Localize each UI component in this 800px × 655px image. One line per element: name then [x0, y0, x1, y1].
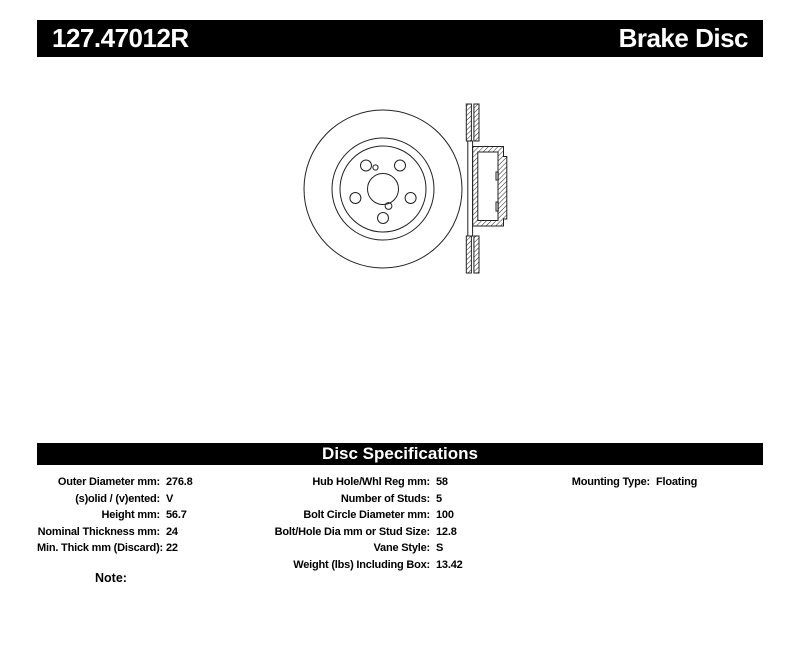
cross-section-plate [474, 236, 479, 273]
brake-disc-drawing [290, 95, 520, 285]
spec-column-hub [250, 474, 540, 573]
spec-value: 5 [436, 492, 442, 505]
spec-row [250, 474, 540, 491]
spec-value: 100 [436, 509, 454, 521]
cross-section-plate [474, 104, 479, 141]
spec-row [250, 557, 540, 574]
spec-value: 24 [166, 525, 178, 538]
stud-hole [350, 193, 361, 204]
spec-value: 56.7 [166, 509, 187, 521]
disc-cross-section [466, 104, 507, 273]
spec-value: 276.8 [166, 476, 193, 488]
spec-label: Number of Studs: [340, 492, 430, 505]
stud-hole [378, 213, 389, 224]
spec-value: V [166, 492, 174, 505]
bolt-hole-section [496, 202, 498, 211]
spec-label: Nominal Thickness mm: [37, 525, 160, 538]
stud-hole [405, 193, 416, 204]
spec-row [37, 524, 250, 541]
spec-row [250, 540, 540, 557]
outer-diameter-circle [304, 110, 462, 268]
spec-row [250, 524, 540, 541]
section-title: Disc Specifications [322, 444, 478, 463]
cross-section-plate [466, 104, 471, 141]
disc-front-view [304, 110, 462, 268]
hub-face-circle [340, 146, 426, 232]
spec-label: Hub Hole/Whl Reg mm: [312, 476, 430, 488]
spec-label: Height mm: [101, 509, 160, 521]
spec-row [37, 507, 250, 524]
center-hub-hole [368, 174, 399, 205]
stud-hole [395, 160, 406, 171]
title-bar [37, 20, 763, 57]
bolt-hole-section [496, 172, 498, 180]
spec-column-dimensions [37, 474, 250, 573]
section-title-bar [37, 443, 763, 465]
spec-row [37, 491, 250, 508]
spec-value: 58 [436, 476, 448, 488]
spec-row [250, 507, 540, 524]
spec-value: 13.42 [436, 558, 463, 571]
spec-label: Mounting Type: [571, 476, 650, 488]
technical-drawing [290, 95, 520, 285]
note-label: Note: [95, 571, 127, 585]
friction-surface-inner-circle [332, 138, 434, 240]
hat-wall [468, 141, 473, 236]
stud-hole [361, 160, 372, 171]
spec-label: (s)olid / (v)ented: [75, 492, 160, 505]
locating-pin-hole [373, 165, 378, 170]
part-number: 127.47012R [52, 23, 189, 53]
spec-label: Vane Style: [373, 542, 430, 554]
spec-value: S [436, 542, 444, 554]
spec-label: Bolt/Hole Dia mm or Stud Size: [274, 525, 430, 538]
spec-label: Min. Thick mm (Discard): [37, 542, 163, 554]
spec-value: 22 [166, 542, 178, 554]
spec-row [540, 474, 763, 491]
specifications-table [37, 465, 763, 573]
spec-label: Weight (lbs) Including Box: [293, 558, 430, 571]
spec-row [250, 491, 540, 508]
spec-row [37, 474, 250, 491]
mounting-flange [473, 147, 507, 227]
spec-column-mounting [540, 474, 763, 573]
spec-value: 12.8 [436, 525, 457, 538]
spec-label: Outer Diameter mm: [57, 476, 160, 488]
spec-value: Floating [656, 476, 698, 488]
spec-row [37, 540, 250, 557]
cross-section-plate [466, 236, 471, 273]
product-type-title: Brake Disc [618, 23, 748, 53]
spec-label: Bolt Circle Diameter mm: [303, 509, 430, 521]
